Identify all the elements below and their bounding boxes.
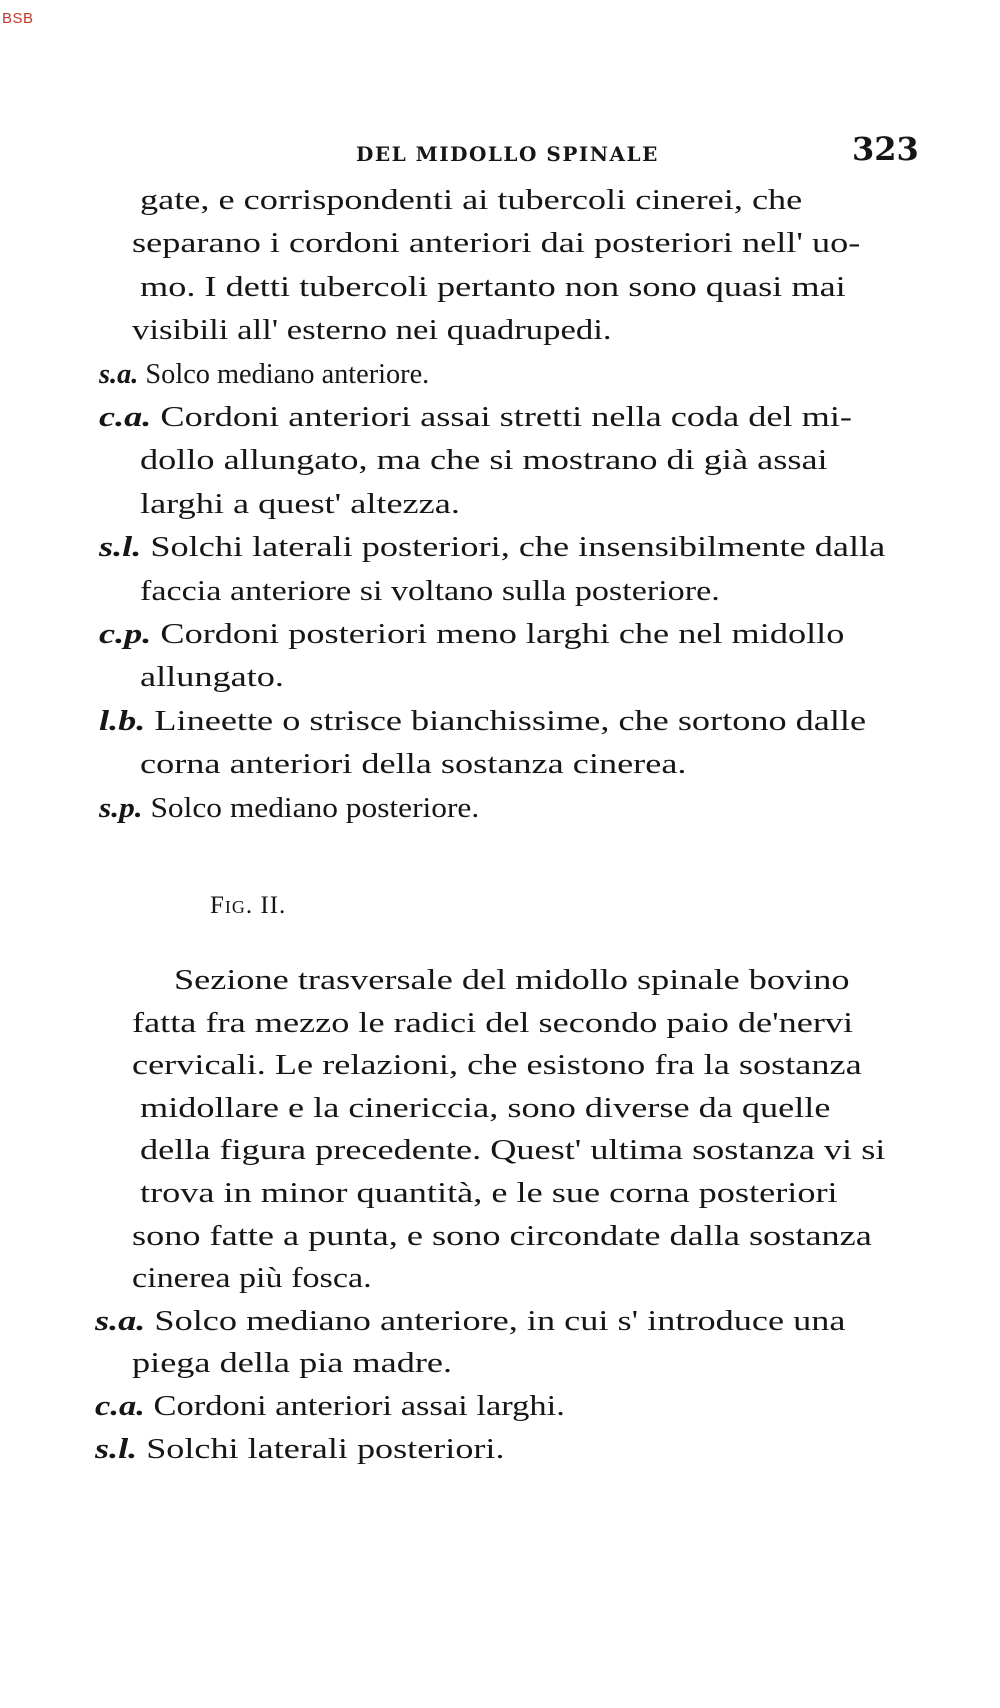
line-text: fatta fra mezzo le radici del secondo paio de'nervi <box>132 1006 854 1039</box>
text-line <box>99 620 844 649</box>
line-text: cinerea più fosca. <box>132 1262 372 1295</box>
line-text: midollare e la cinericcia, sono diverse da quelle <box>140 1091 831 1124</box>
text-line <box>95 1392 565 1421</box>
text-line <box>132 1006 854 1039</box>
legend-abbreviation: s.l. <box>99 531 142 564</box>
running-head <box>356 130 919 168</box>
text-line <box>132 229 860 258</box>
running-title: DEL MIDOLLO SPINALE <box>356 142 659 166</box>
line-text: larghi a quest' altezza. <box>140 487 460 520</box>
text-line <box>140 487 460 520</box>
line-text: cervicali. Le relazioni, che esistono fra la sostanza <box>132 1049 862 1082</box>
line-text: Solco mediano posteriore. <box>150 791 480 824</box>
text-line <box>99 403 852 432</box>
text-line <box>140 574 720 607</box>
text-line <box>140 446 828 475</box>
line-text: sono fatte a punta, e sono circondate dalla sostanza <box>132 1219 872 1252</box>
text-line <box>99 791 480 824</box>
line-text: mo. I detti tubercoli pertanto non sono quasi mai <box>140 270 846 303</box>
line-text: Solco mediano anteriore. <box>145 357 430 390</box>
line-text: Cordoni anteriori assai larghi. <box>153 1390 565 1422</box>
text-line <box>132 316 612 345</box>
text-line <box>140 663 284 692</box>
text-line <box>132 1264 372 1293</box>
line-text: piega della pia madre. <box>132 1347 453 1380</box>
legend-abbreviation: c.p. <box>99 618 152 650</box>
text-line <box>174 966 850 995</box>
text-line <box>99 704 867 737</box>
text-line <box>132 1219 872 1252</box>
line-text: trova in minor quantità, e le sue corna posteriori <box>140 1177 838 1209</box>
line-text: visibili all' esterno nei quadrupedi. <box>132 314 612 347</box>
text-line <box>99 533 885 562</box>
text-line <box>140 186 802 215</box>
text-line <box>140 270 846 303</box>
legend-abbreviation: s.a. <box>99 357 139 390</box>
text-line <box>95 1304 846 1337</box>
line-text: allungato. <box>140 661 284 694</box>
text-line <box>140 1136 885 1165</box>
line-text: Cordoni posteriori meno larghi che nel midollo <box>160 618 845 650</box>
text-line <box>132 1349 452 1378</box>
line-text: Cordoni anteriori assai stretti nella coda del mi- <box>160 401 852 433</box>
legend-abbreviation: s.a. <box>95 1304 146 1337</box>
text-line <box>99 357 430 390</box>
line-text: faccia anteriore si voltano sulla posteriore. <box>140 574 720 607</box>
legend-abbreviation: l.b. <box>99 704 146 737</box>
line-text: gate, e corrispondenti ai tubercoli cinerei, che <box>140 184 803 216</box>
text-line <box>95 1432 505 1465</box>
line-text: Lineette o strisce bianchissime, che sortono dalle <box>154 704 867 737</box>
legend-abbreviation: c.a. <box>99 401 152 433</box>
line-text: Solco mediano anteriore, in cui s' introduce una <box>154 1304 846 1337</box>
text-line <box>132 1051 862 1080</box>
library-watermark: BSB <box>2 10 34 27</box>
figure-heading: Fig. II. <box>210 892 287 919</box>
line-text: dollo allungato, ma che si mostrano di già assai <box>140 444 828 477</box>
line-text: Solchi laterali posteriori. <box>146 1432 505 1465</box>
text-line <box>140 750 686 779</box>
line-text: della figura precedente. Quest' ultima sostanza vi si <box>140 1134 886 1167</box>
line-text: Solchi laterali posteriori, che insensibilmente dalla <box>150 531 886 564</box>
text-line <box>140 1179 838 1208</box>
legend-abbreviation: s.p. <box>99 791 143 824</box>
legend-abbreviation: s.l. <box>95 1432 138 1465</box>
line-text: corna anteriori della sostanza cinerea. <box>140 748 687 781</box>
text-line <box>140 1091 831 1124</box>
legend-abbreviation: c.a. <box>95 1390 145 1422</box>
page-number: 323 <box>852 130 919 168</box>
line-text: Sezione trasversale del midollo spinale bovino <box>174 964 850 996</box>
line-text: separano i cordoni anteriori dai posteriori nell' uo- <box>132 227 861 260</box>
